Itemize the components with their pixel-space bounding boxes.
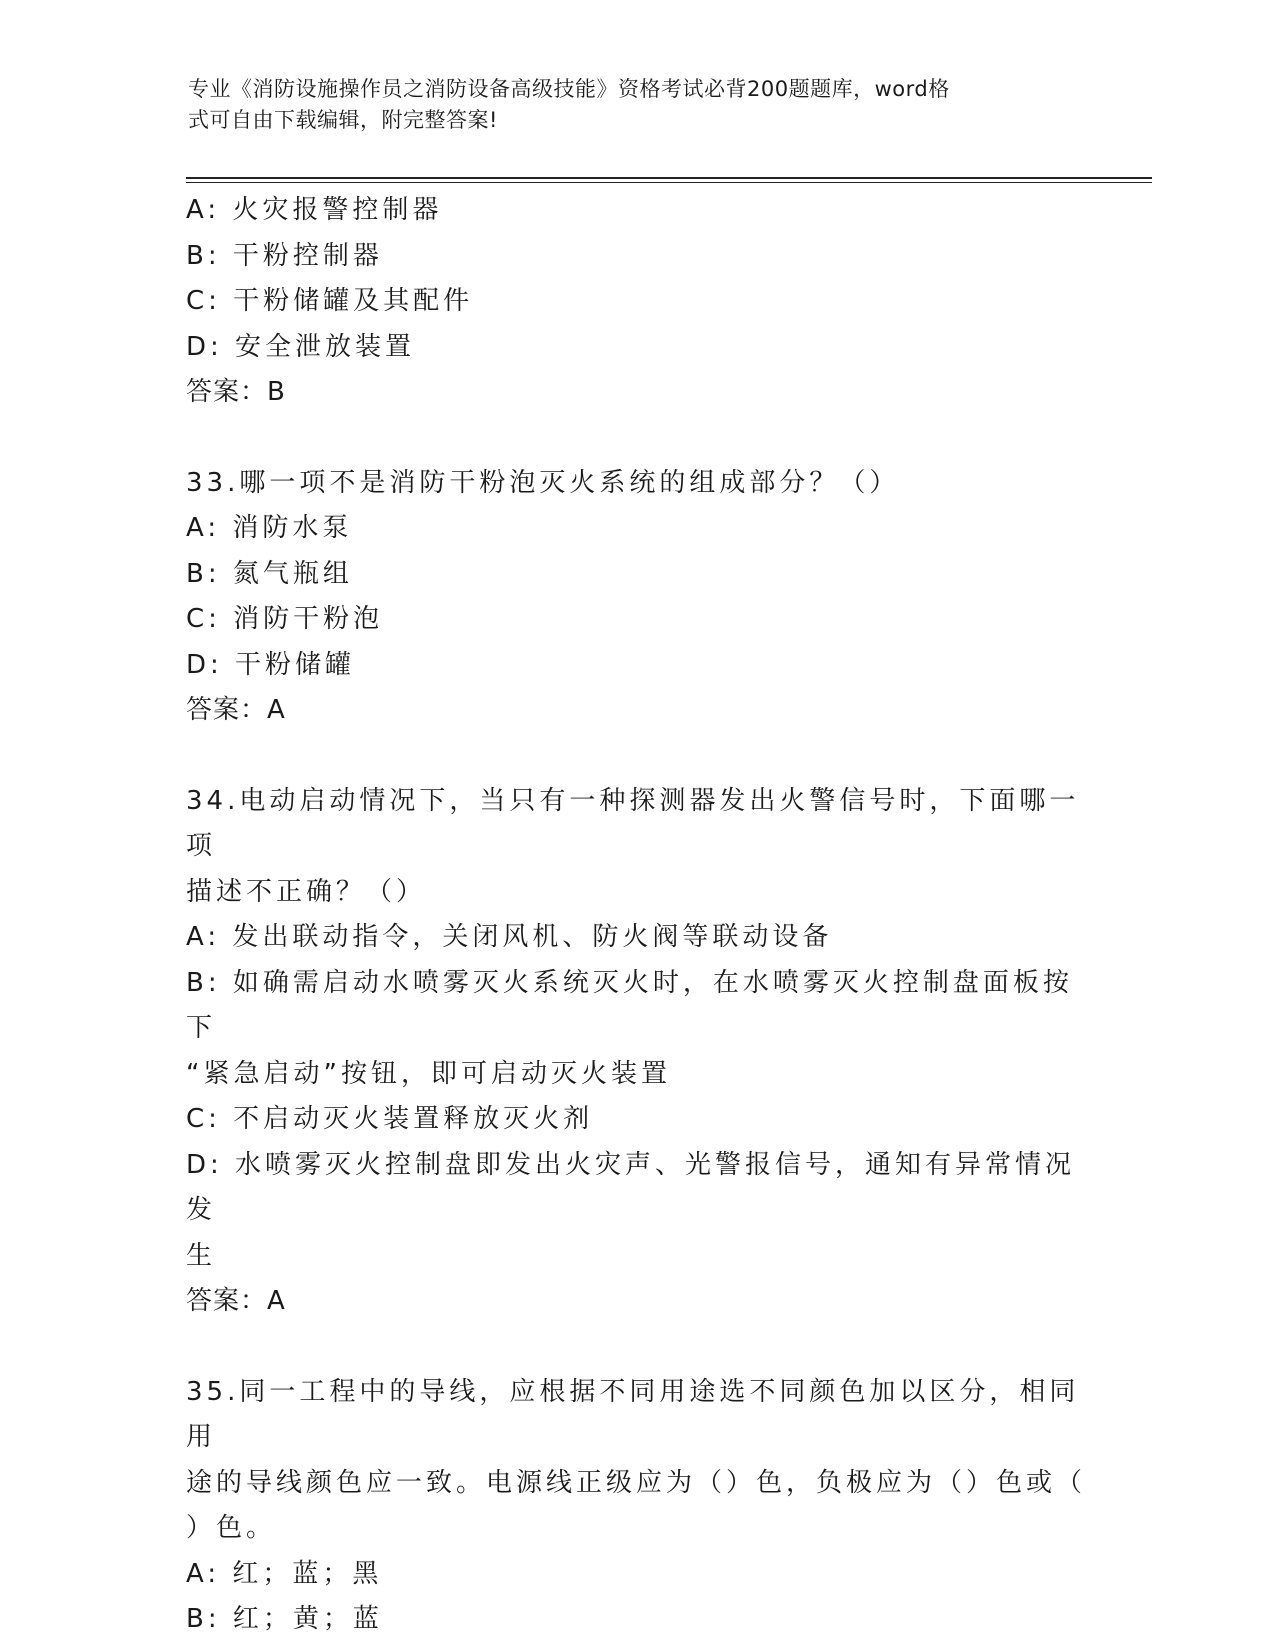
option-b-line-1: B: 如确需启动水喷雾灭火系统灭火时，在水喷雾灭火控制盘面板按下	[186, 967, 1073, 1043]
question-35	[186, 1370, 1086, 1643]
option-b: B: 红；黄；蓝	[186, 1604, 383, 1634]
question-stem-line-1: 35.同一工程中的导线，应根据不同用途选不同颜色加以区分，相同用	[186, 1376, 1080, 1452]
option-d-line-2: 生	[186, 1240, 217, 1271]
option-d: D: 安全泄放装置	[186, 331, 416, 362]
question-stem-line-2: 途的导线颜色应一致。电源线正级应为（）色，负极应为（）色或（	[186, 1467, 1087, 1498]
header-rule-thin	[186, 182, 1152, 183]
option-b: B: 干粉控制器	[186, 240, 383, 271]
option-c: C: 消防干粉泡	[186, 604, 384, 634]
question-32-continued	[186, 188, 1086, 416]
question-stem-line-1: 34.电动启动情况下，当只有一种探测器发出火警信号时，下面哪一项	[186, 785, 1080, 861]
option-b: B: 氮气瓶组	[186, 558, 353, 589]
document-header	[188, 74, 1068, 136]
option-d-line-1: D: 水喷雾灭火控制盘即发出火灾声、光警报信号，通知有异常情况发	[186, 1149, 1076, 1225]
question-stem: 33.哪一项不是消防干粉泡灭火系统的组成部分？（）	[186, 467, 900, 498]
option-a: A: 消防水泵	[186, 513, 353, 543]
option-d: D: 干粉储罐	[186, 649, 356, 680]
question-stem-line-2: 描述不正确？（）	[186, 876, 427, 907]
spacer	[186, 1325, 1086, 1370]
option-b-line-2: “紧急启动”按钮，即可启动灭火装置	[186, 1058, 671, 1089]
option-a: A: 火灾报警控制器	[186, 195, 443, 225]
answer: 答案：B	[186, 377, 286, 407]
question-34	[186, 779, 1086, 1325]
option-a: A: 红；蓝；黑	[186, 1558, 383, 1589]
question-33	[186, 461, 1086, 734]
header-rule-thick	[186, 177, 1152, 179]
header-line-1: 专业《消防设施操作员之消防设备高级技能》资格考试必背200题题库，word格	[188, 77, 950, 101]
spacer	[186, 416, 1086, 461]
question-stem-line-3: ）色。	[186, 1513, 277, 1543]
question-list	[186, 188, 1086, 1643]
header-line-2: 式可自由下载编辑，附完整答案!	[188, 108, 498, 132]
answer: 答案：A	[186, 695, 286, 725]
option-a: A: 发出联动指令，关闭风机、防火阀等联动设备	[186, 922, 833, 952]
option-c: C: 干粉储罐及其配件	[186, 286, 474, 316]
answer: 答案：A	[186, 1286, 286, 1316]
option-c: C: 不启动灭火装置释放灭火剂	[186, 1104, 594, 1134]
spacer	[186, 734, 1086, 779]
